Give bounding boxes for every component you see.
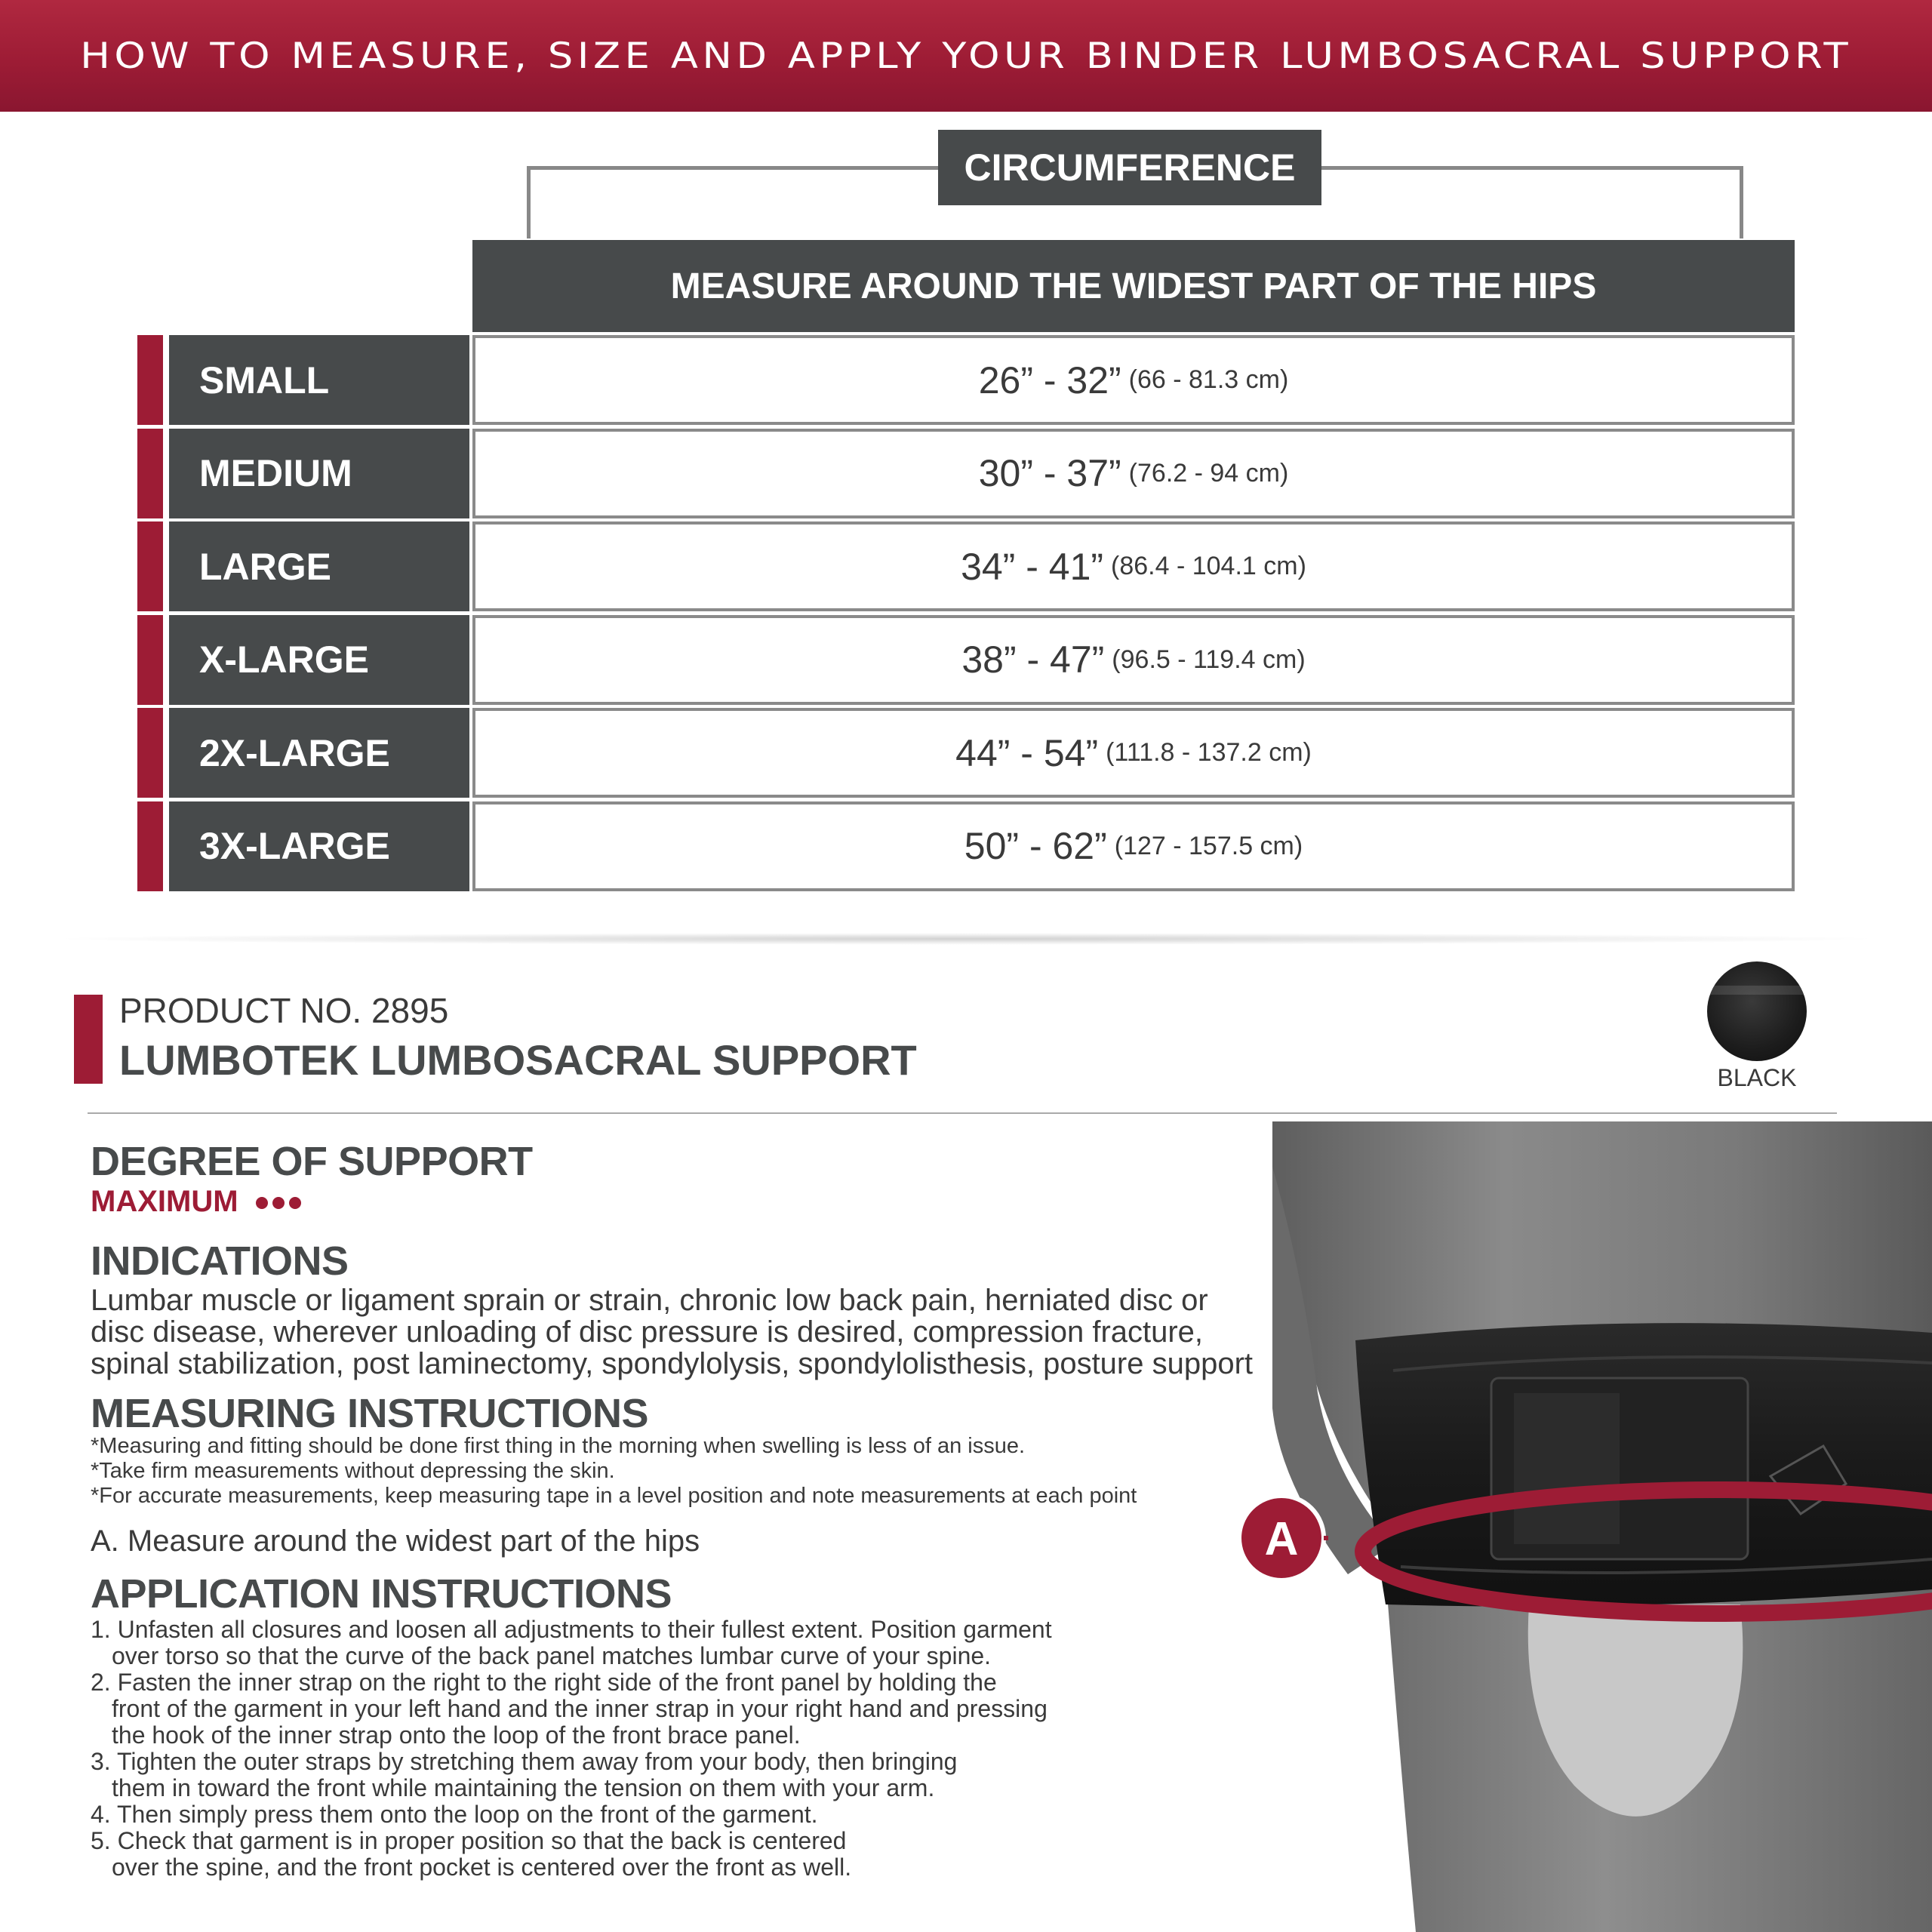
support-dots-icon	[256, 1197, 301, 1209]
size-label: SMALL	[169, 335, 469, 425]
application-step	[91, 1749, 1052, 1801]
size-range-cell	[472, 521, 1795, 611]
size-row-2x-large	[137, 708, 1795, 801]
circumference-label: CIRCUMFERENCE	[938, 130, 1321, 205]
measuring-note: *For accurate measurements, keep measuring tape in a level position and note measurements at each point	[91, 1484, 1137, 1508]
range-cm: (66 - 81.3 cm)	[1128, 365, 1289, 394]
application-step	[91, 1801, 1052, 1828]
step-line: the hook of the inner strap onto the loop of the front brace panel.	[112, 1721, 801, 1749]
section-divider	[88, 1112, 1837, 1114]
indications-section	[91, 1238, 1253, 1380]
range-inches: 26” - 32”	[978, 358, 1121, 401]
step-line: them in toward the front while maintaining the tension on them with your arm.	[112, 1774, 935, 1801]
point-a-callout	[1235, 1491, 1328, 1585]
size-label: MEDIUM	[169, 429, 469, 518]
size-row-x-large	[137, 615, 1795, 709]
range-cm: (127 - 157.5 cm)	[1114, 831, 1303, 860]
callout-letter: A	[1264, 1513, 1299, 1565]
product-name: LUMBOTEK LUMBOSACRAL SUPPORT	[119, 1036, 917, 1084]
chart-shadow	[45, 933, 1887, 945]
color-swatch-label: BLACK	[1717, 1064, 1797, 1091]
application-step	[91, 1669, 1052, 1749]
indications-text	[91, 1284, 1253, 1380]
size-label: 3X-LARGE	[169, 801, 469, 891]
support-section	[91, 1138, 533, 1185]
support-level-text: MAXIMUM	[91, 1185, 238, 1218]
product-photo	[1272, 1121, 1932, 1932]
product-accent-bar	[74, 995, 103, 1084]
step-line: 5. Check that garment is in proper position so that the back is centered	[91, 1827, 847, 1854]
indications-line: spinal stabilization, post laminectomy, spondylolysis, spondylolisthesis, posture support	[91, 1347, 1254, 1380]
step-line: 2. Fasten the inner strap on the right to the right side of the front panel by holding the	[91, 1669, 997, 1696]
application-steps	[91, 1617, 1052, 1881]
chart-column-header: MEASURE AROUND THE WIDEST PART OF THE HIPS	[472, 240, 1795, 332]
application-step	[91, 1828, 1052, 1881]
banner-title: HOW TO MEASURE, SIZE AND APPLY YOUR BINDER LUMBOSACRAL SUPPORT	[79, 35, 1853, 77]
step-line: over torso so that the curve of the back panel matches lumbar curve of your spine.	[112, 1642, 992, 1669]
measuring-notes	[91, 1434, 1137, 1509]
size-range-cell	[472, 615, 1795, 705]
row-accent	[137, 615, 163, 705]
size-label: LARGE	[169, 521, 469, 611]
size-chart-table	[137, 335, 1795, 894]
step-line: 3. Tighten the outer straps by stretching them away from your body, then bringing	[91, 1748, 958, 1775]
size-row-large	[137, 521, 1795, 615]
range-inches: 30” - 37”	[978, 452, 1121, 494]
application-section	[91, 1571, 1052, 1881]
size-row-3x-large	[137, 801, 1795, 895]
step-line: over the spine, and the front pocket is centered over the front as well.	[112, 1854, 852, 1881]
row-accent	[137, 708, 163, 798]
row-accent	[137, 801, 163, 891]
size-range-cell	[472, 335, 1795, 425]
size-label: 2X-LARGE	[169, 708, 469, 798]
size-range-cell	[472, 708, 1795, 798]
application-title: APPLICATION INSTRUCTIONS	[91, 1571, 672, 1617]
row-accent	[137, 521, 163, 611]
range-inches: 44” - 54”	[955, 731, 1099, 774]
indications-line: Lumbar muscle or ligament sprain or strain, chronic low back pain, herniated disc or	[91, 1284, 1208, 1317]
range-cm: (86.4 - 104.1 cm)	[1111, 552, 1306, 580]
measuring-section	[91, 1393, 1137, 1509]
step-line: front of the garment in your left hand and the inner strap in your right hand and pressing	[112, 1695, 1048, 1722]
support-title: DEGREE OF SUPPORT	[91, 1139, 533, 1184]
range-cm: (76.2 - 94 cm)	[1128, 458, 1289, 488]
application-step	[91, 1617, 1052, 1669]
range-inches: 38” - 47”	[961, 638, 1105, 681]
size-range-cell	[472, 429, 1795, 518]
measuring-note: *Take firm measurements without depressing the skin.	[91, 1459, 615, 1483]
size-label: X-LARGE	[169, 615, 469, 705]
indications-title: INDICATIONS	[91, 1238, 349, 1284]
product-number: PRODUCT NO. 2895	[119, 991, 449, 1030]
range-inches: 50” - 62”	[964, 825, 1107, 867]
size-row-medium	[137, 429, 1795, 522]
support-level	[91, 1185, 301, 1219]
measuring-note: *Measuring and fitting should be done first thing in the morning when swelling is less of an issue.	[91, 1434, 1026, 1458]
size-row-small	[137, 335, 1795, 429]
step-line: 4. Then simply press them onto the loop on the front of the garment.	[91, 1801, 818, 1828]
header-banner	[0, 0, 1932, 112]
measuring-title: MEASURING INSTRUCTIONS	[91, 1391, 649, 1436]
step-line: 1. Unfasten all closures and loosen all adjustments to their fullest extent. Position garment	[91, 1616, 1052, 1643]
measure-point-a: A. Measure around the widest part of the hips	[91, 1524, 700, 1558]
range-inches: 34” - 41”	[961, 545, 1104, 588]
range-cm: (96.5 - 119.4 cm)	[1112, 645, 1306, 674]
range-cm: (111.8 - 137.2 cm)	[1106, 738, 1312, 767]
indications-line: disc disease, wherever unloading of disc pressure is desired, compression fracture,	[91, 1315, 1204, 1349]
row-accent	[137, 429, 163, 518]
size-range-cell	[472, 801, 1795, 891]
row-accent	[137, 335, 163, 425]
color-swatch-black[interactable]	[1707, 961, 1807, 1061]
